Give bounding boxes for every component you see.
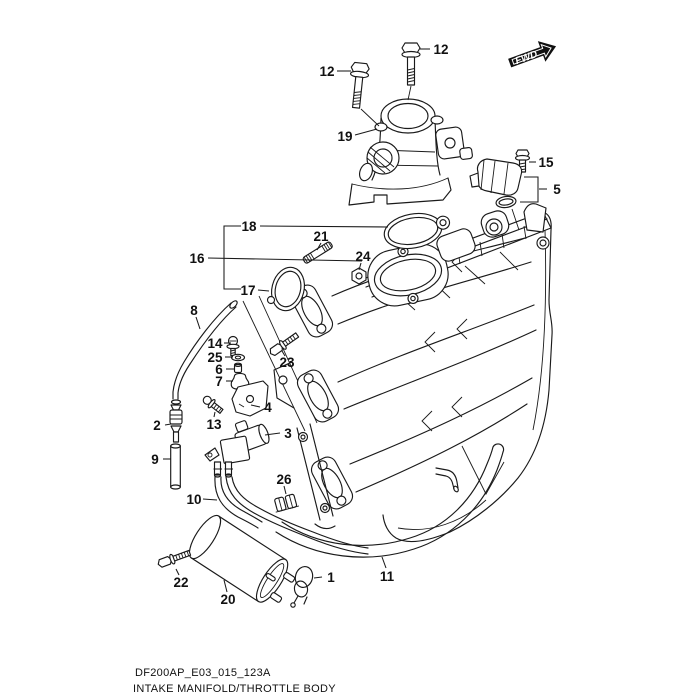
screw-13-drawing xyxy=(201,394,224,415)
callout-2: 2 xyxy=(153,418,161,433)
callout-8: 8 xyxy=(190,303,198,318)
callout-12-top: 12 xyxy=(433,42,449,57)
callout-15: 15 xyxy=(538,155,554,170)
callout-25: 25 xyxy=(207,350,223,365)
hose-9-drawing xyxy=(171,444,181,489)
fwd-arrow xyxy=(507,37,559,72)
callout-21: 21 xyxy=(313,229,329,244)
nut-24-drawing xyxy=(352,268,366,284)
callout-12-left: 12 xyxy=(319,64,335,79)
callout-19: 19 xyxy=(337,129,353,144)
callout-26: 26 xyxy=(276,472,292,487)
spacer-6-drawing xyxy=(235,363,242,372)
connector-2-drawing xyxy=(170,400,182,442)
callout-10: 10 xyxy=(186,492,202,507)
callout-3: 3 xyxy=(284,426,292,441)
clamp-26-drawing xyxy=(272,493,299,512)
callout-22: 22 xyxy=(173,575,189,590)
callout-20: 20 xyxy=(220,592,236,607)
canister-20-drawing xyxy=(184,511,301,611)
bolt-12-top-drawing xyxy=(402,43,420,100)
washer-25-drawing xyxy=(232,354,245,360)
leader-lines xyxy=(163,49,547,592)
callout-13: 13 xyxy=(206,417,222,432)
drawing-ref-code: DF200AP_E03_015_123A xyxy=(135,667,271,679)
callout-6: 6 xyxy=(215,362,223,377)
hose-8-drawing xyxy=(173,300,238,399)
bolt-12-left-drawing xyxy=(347,62,379,126)
callout-17: 17 xyxy=(240,283,256,298)
callout-23: 23 xyxy=(279,355,295,370)
fwd-arrow-label: FWD xyxy=(513,48,540,68)
callout-9: 9 xyxy=(151,452,159,467)
callout-1: 1 xyxy=(327,570,335,585)
drawing-title: INTAKE MANIFOLD/THROTTLE BODY xyxy=(133,683,336,695)
callout-14: 14 xyxy=(207,336,223,351)
zone-lines xyxy=(243,296,504,494)
clip-1-drawing xyxy=(291,565,315,608)
bolt-22-drawing xyxy=(157,548,192,569)
callout-24: 24 xyxy=(355,249,371,264)
screw-14-drawing xyxy=(227,337,239,356)
callout-18: 18 xyxy=(241,219,257,234)
callout-7: 7 xyxy=(215,374,223,389)
callout-11: 11 xyxy=(379,569,395,584)
callout-16: 16 xyxy=(189,251,205,266)
callout-5: 5 xyxy=(553,182,561,197)
title-block xyxy=(133,667,336,695)
callout-4: 4 xyxy=(264,400,272,415)
